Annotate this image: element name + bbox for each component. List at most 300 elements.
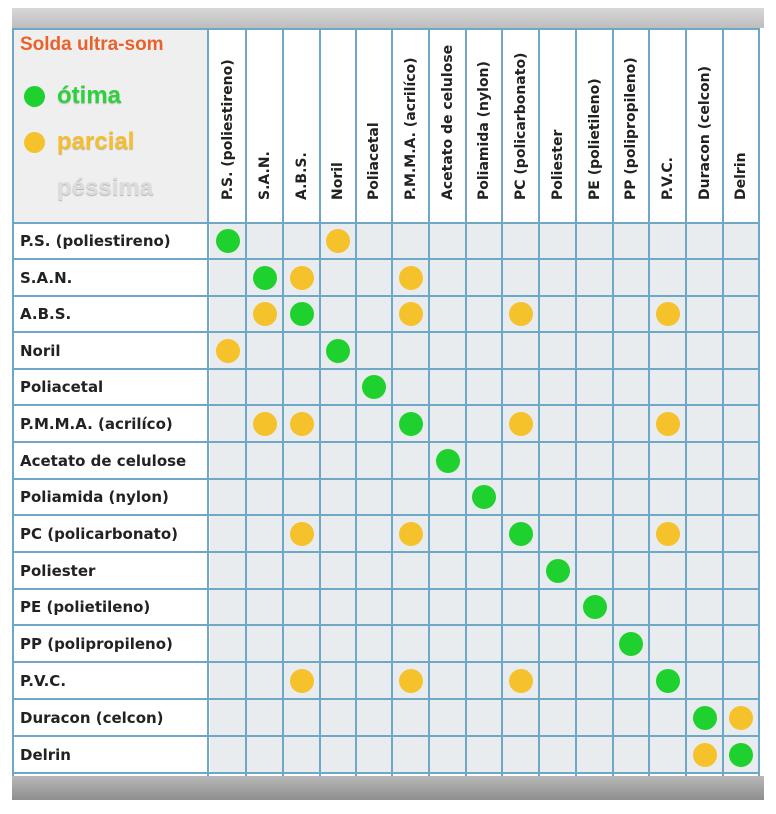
rating-partial-dot (509, 412, 533, 436)
table-cell (210, 480, 245, 514)
table-cell (467, 737, 501, 772)
row-header-label: PC (policarbonato) (20, 524, 178, 543)
table-cell (687, 224, 722, 258)
column-header-label: Acetato de celulose (439, 44, 456, 200)
table-cell (430, 297, 465, 331)
table-cell (321, 260, 355, 295)
table-cell (687, 626, 722, 661)
table-cell (393, 590, 428, 624)
legend (14, 30, 207, 222)
rating-partial-dot (509, 669, 533, 693)
legend-good-label: ótima (57, 82, 122, 109)
grid-line (428, 28, 430, 776)
table-cell (540, 516, 575, 551)
table-cell (210, 443, 245, 478)
row-header-label: PE (polietileno) (20, 598, 151, 616)
legend-title: Solda ultra-som (20, 34, 164, 55)
table-cell (687, 260, 722, 295)
table-cell (650, 553, 685, 588)
table-cell (540, 260, 575, 295)
table-cell (614, 443, 648, 478)
rating-good-dot (362, 375, 386, 399)
table-cell (577, 700, 612, 735)
table-cell (430, 700, 465, 735)
rating-good-dot (216, 229, 240, 253)
column-header-label: P.M.M.A. (acrilíco) (402, 57, 419, 200)
table-cell (357, 516, 391, 551)
table-cell (467, 260, 501, 295)
table-cell (284, 590, 319, 624)
table-cell (467, 443, 501, 478)
table-cell (357, 260, 391, 295)
table-cell (687, 480, 722, 514)
table-cell (467, 333, 501, 368)
grid-line (465, 28, 467, 776)
table-cell (357, 333, 391, 368)
table-cell (393, 443, 428, 478)
column-header-label: PE (polietileno) (586, 78, 603, 200)
table-cell (357, 406, 391, 441)
table-cell (247, 333, 282, 368)
table-cell (577, 297, 612, 331)
rating-good-dot (693, 706, 717, 730)
table-cell (650, 626, 685, 661)
column-header (687, 30, 722, 222)
table-cell (393, 224, 428, 258)
table-cell (321, 590, 355, 624)
rating-partial-dot (693, 743, 717, 767)
table-cell (614, 516, 648, 551)
grid-line (12, 588, 760, 590)
table-cell (430, 406, 465, 441)
table-cell (357, 297, 391, 331)
table-cell (724, 590, 758, 624)
table-cell (247, 590, 282, 624)
rating-partial-dot (656, 522, 680, 546)
table-cell (650, 480, 685, 514)
grid-line (12, 624, 760, 626)
column-header (321, 30, 355, 222)
table-cell (503, 700, 538, 735)
table-cell (321, 553, 355, 588)
column-header-label: Poliamida (nylon) (476, 61, 492, 200)
table-cell (247, 626, 282, 661)
table-cell (724, 297, 758, 331)
rating-good-dot (326, 339, 350, 363)
rating-partial-dot (216, 339, 240, 363)
table-cell (687, 516, 722, 551)
table-cell (614, 333, 648, 368)
green-dot-icon (24, 86, 45, 107)
rating-good-dot (583, 595, 607, 619)
table-cell (247, 553, 282, 588)
column-header (284, 30, 319, 222)
column-header-label: Noril (330, 162, 346, 200)
table-cell (210, 553, 245, 588)
table-cell (577, 224, 612, 258)
table-cell (467, 406, 501, 441)
table-cell (650, 333, 685, 368)
table-cell (467, 553, 501, 588)
table-cell (687, 443, 722, 478)
table-cell (540, 224, 575, 258)
table-cell (503, 626, 538, 661)
table-cell (247, 700, 282, 735)
grid-line (758, 28, 760, 776)
table-cell (393, 553, 428, 588)
column-header (430, 30, 465, 222)
grid-line (12, 331, 760, 333)
table-cell (650, 737, 685, 772)
table-cell (614, 224, 648, 258)
grid-line (12, 772, 760, 774)
table-cell (540, 626, 575, 661)
yellow-dot-icon (24, 132, 45, 153)
grid-line (12, 735, 760, 737)
table-cell (210, 737, 245, 772)
table-cell (210, 297, 245, 331)
table-cell (430, 737, 465, 772)
table-cell (724, 516, 758, 551)
table-cell (503, 553, 538, 588)
table-cell (467, 663, 501, 698)
row-header-label: Poliester (20, 561, 96, 580)
table-cell (284, 370, 319, 404)
row-header (14, 626, 207, 661)
table-cell (284, 737, 319, 772)
rating-partial-dot (509, 302, 533, 326)
table-cell (210, 663, 245, 698)
column-header (247, 30, 282, 222)
table-cell (687, 370, 722, 404)
table-cell (393, 333, 428, 368)
table-cell (357, 224, 391, 258)
table-cell (614, 480, 648, 514)
grid-line (12, 258, 760, 260)
column-header (577, 30, 612, 222)
rating-partial-dot (290, 266, 314, 290)
grid-line (501, 28, 503, 776)
legend-partial (24, 128, 134, 156)
table-cell (247, 737, 282, 772)
table-cell (503, 370, 538, 404)
grid-line (612, 28, 614, 776)
rating-partial-dot (399, 522, 423, 546)
table-cell (540, 297, 575, 331)
table-cell (430, 370, 465, 404)
table-cell (284, 443, 319, 478)
column-header-label: PP (polipropileno) (623, 57, 639, 200)
table-cell (614, 553, 648, 588)
column-header (357, 30, 391, 222)
column-header-label: Poliacetal (366, 122, 382, 200)
rating-good-dot (472, 485, 496, 509)
table-cell (503, 737, 538, 772)
table-cell (503, 260, 538, 295)
table-cell (210, 370, 245, 404)
column-header-label: P.S. (poliestireno) (219, 59, 236, 200)
table-cell (724, 406, 758, 441)
grid-line (207, 28, 209, 776)
table-cell (210, 700, 245, 735)
column-header-label: Duracon (celcon) (696, 66, 713, 200)
grid-line (648, 28, 650, 776)
table-cell (614, 737, 648, 772)
table-cell (467, 516, 501, 551)
grid-line (12, 222, 760, 224)
table-cell (540, 443, 575, 478)
table-cell (577, 516, 612, 551)
grid-line (685, 28, 687, 776)
table-cell (393, 737, 428, 772)
grid-line (12, 368, 760, 370)
table-cell (724, 260, 758, 295)
table-cell (321, 370, 355, 404)
rating-partial-dot (290, 669, 314, 693)
column-header (724, 30, 758, 222)
grid-line (355, 28, 357, 776)
table-cell (540, 700, 575, 735)
rating-partial-dot (729, 706, 753, 730)
table-cell (284, 333, 319, 368)
grid-line (12, 28, 14, 776)
grid-line (12, 441, 760, 443)
table-cell (650, 700, 685, 735)
table-cell (650, 443, 685, 478)
grid-line (12, 478, 760, 480)
grid-line (722, 28, 724, 776)
rating-good-dot (436, 449, 460, 473)
legend-bad (24, 174, 153, 202)
rating-partial-dot (399, 266, 423, 290)
table-cell (430, 224, 465, 258)
table-cell (393, 626, 428, 661)
grid-line (282, 28, 284, 776)
row-header-label: P.S. (poliestireno) (20, 232, 171, 250)
table-cell (210, 626, 245, 661)
column-header-label: P.V.C. (659, 157, 676, 200)
grid-line (12, 661, 760, 663)
column-header (503, 30, 538, 222)
table-cell (357, 737, 391, 772)
table-cell (577, 370, 612, 404)
table-cell (247, 443, 282, 478)
table-cell (687, 297, 722, 331)
rating-partial-dot (656, 302, 680, 326)
column-header (650, 30, 685, 222)
table-cell (430, 333, 465, 368)
table-cell (687, 333, 722, 368)
table-cell (321, 737, 355, 772)
table-cell (614, 663, 648, 698)
rating-good-dot (509, 522, 533, 546)
rating-good-dot (729, 743, 753, 767)
table-cell (321, 700, 355, 735)
table-cell (357, 480, 391, 514)
table-cell (577, 737, 612, 772)
rating-good-dot (546, 559, 570, 583)
table-cell (540, 333, 575, 368)
table-cell (357, 590, 391, 624)
rating-partial-dot (656, 412, 680, 436)
table-cell (614, 370, 648, 404)
table-cell (614, 297, 648, 331)
column-header (210, 30, 245, 222)
table-cell (467, 700, 501, 735)
grid-line (391, 28, 393, 776)
table-cell (430, 516, 465, 551)
row-header-label: P.M.M.A. (acrilíco) (20, 414, 173, 433)
table-cell (321, 626, 355, 661)
table-cell (210, 516, 245, 551)
rating-good-dot (290, 302, 314, 326)
grid-line (12, 404, 760, 406)
table-cell (687, 406, 722, 441)
table-cell (284, 480, 319, 514)
table-cell (540, 737, 575, 772)
row-header-label: PP (polipropileno) (20, 634, 173, 653)
row-header (14, 406, 207, 441)
table-cell (577, 663, 612, 698)
row-header-label: Duracon (celcon) (20, 708, 164, 727)
rating-good-dot (619, 632, 643, 656)
table-cell (577, 260, 612, 295)
row-header-label: Poliamida (nylon) (20, 488, 169, 506)
table-cell (503, 590, 538, 624)
row-header (14, 480, 207, 514)
grid-line (12, 28, 760, 30)
table-cell (650, 260, 685, 295)
table-cell (321, 516, 355, 551)
table-cell (357, 443, 391, 478)
table-cell (577, 406, 612, 441)
table-cell (614, 260, 648, 295)
table-cell (357, 663, 391, 698)
legend-partial-label: parcial (57, 128, 135, 155)
row-header (14, 333, 207, 368)
row-header-label: Noril (20, 341, 61, 360)
top-bar (12, 8, 764, 28)
table-cell (540, 480, 575, 514)
grid-line (12, 514, 760, 516)
column-header-label: A.B.S. (293, 152, 310, 200)
table-cell (540, 370, 575, 404)
row-header (14, 590, 207, 624)
table-cell (503, 224, 538, 258)
row-header (14, 516, 207, 551)
table-cell (430, 480, 465, 514)
table-cell (614, 406, 648, 441)
legend-good (24, 82, 121, 110)
table-cell (650, 590, 685, 624)
table-cell (284, 553, 319, 588)
table-cell (724, 333, 758, 368)
table-cell (321, 297, 355, 331)
table-cell (467, 224, 501, 258)
table-cell (247, 516, 282, 551)
column-header-label: Delrin (733, 152, 749, 200)
table-cell (247, 663, 282, 698)
rating-good-dot (656, 669, 680, 693)
table-cell (467, 297, 501, 331)
table-cell (247, 224, 282, 258)
table-cell (467, 626, 501, 661)
table-cell (467, 370, 501, 404)
table-cell (210, 590, 245, 624)
table-cell (321, 480, 355, 514)
grid-line (12, 295, 760, 297)
grid-line (575, 28, 577, 776)
table-cell (650, 224, 685, 258)
row-header (14, 663, 207, 698)
table-cell (321, 663, 355, 698)
row-header (14, 260, 207, 295)
grid-line (538, 28, 540, 776)
table-cell (430, 626, 465, 661)
grid-line (12, 551, 760, 553)
table-cell (687, 553, 722, 588)
grid-line (245, 28, 247, 776)
table-cell (284, 700, 319, 735)
table-cell (393, 480, 428, 514)
column-header-label: PC (policarbonato) (512, 52, 529, 200)
table-cell (210, 406, 245, 441)
table-cell (357, 553, 391, 588)
column-header-label: Poliester (549, 129, 566, 200)
table-cell (540, 663, 575, 698)
table-cell (503, 443, 538, 478)
table-cell (430, 590, 465, 624)
table-cell (724, 224, 758, 258)
table-cell (577, 626, 612, 661)
table-cell (321, 406, 355, 441)
table-cell (393, 700, 428, 735)
row-header (14, 224, 207, 258)
rating-good-dot (253, 266, 277, 290)
table-cell (724, 663, 758, 698)
rating-partial-dot (290, 412, 314, 436)
table-cell (650, 370, 685, 404)
table-cell (687, 663, 722, 698)
table-cell (284, 626, 319, 661)
row-header-label: S.A.N. (20, 268, 73, 287)
table-cell (430, 663, 465, 698)
table-cell (577, 443, 612, 478)
grid-line (12, 698, 760, 700)
rating-partial-dot (399, 669, 423, 693)
row-header (14, 553, 207, 588)
rating-partial-dot (290, 522, 314, 546)
table-cell (503, 333, 538, 368)
table-cell (614, 700, 648, 735)
table-cell (284, 224, 319, 258)
table-cell (724, 553, 758, 588)
table-cell (247, 370, 282, 404)
table-cell (467, 590, 501, 624)
grid-line (319, 28, 321, 776)
column-header (614, 30, 648, 222)
legend-bad-label: péssima (57, 174, 154, 201)
column-header-label: S.A.N. (256, 151, 273, 200)
rating-partial-dot (253, 412, 277, 436)
bottom-bar (12, 776, 764, 800)
row-header-label: P.V.C. (20, 671, 67, 690)
table-cell (577, 333, 612, 368)
table-cell (247, 480, 282, 514)
row-header-label: Delrin (20, 745, 71, 764)
table-cell (724, 480, 758, 514)
table-cell (540, 590, 575, 624)
